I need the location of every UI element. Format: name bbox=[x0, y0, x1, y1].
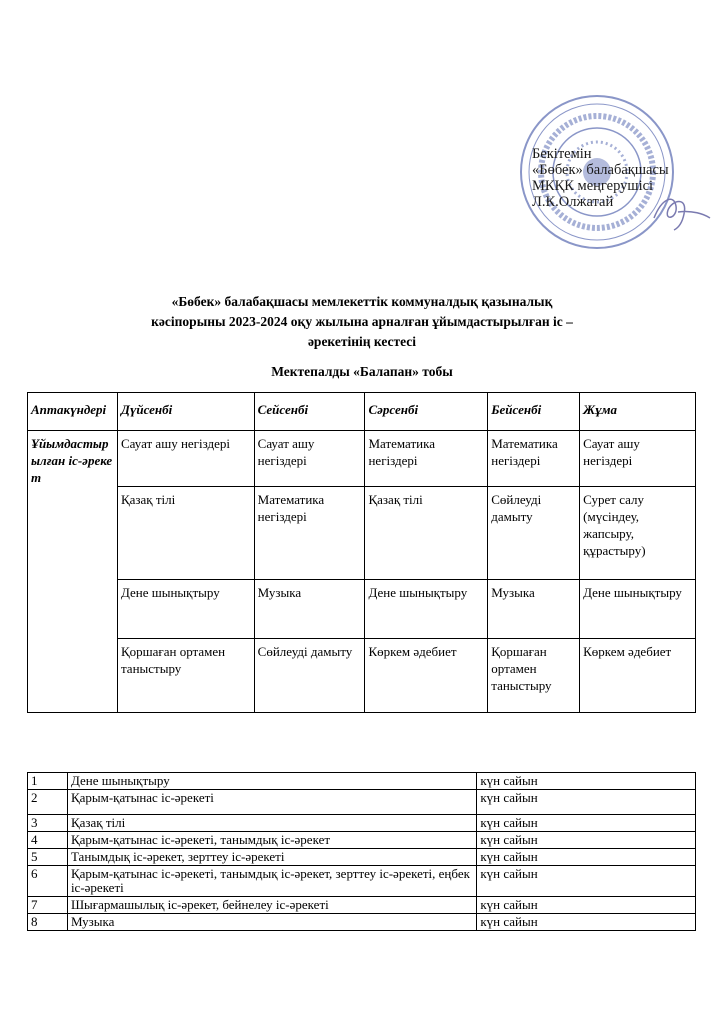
approval-line: «Бөбек» балабақшасы bbox=[532, 162, 669, 178]
approval-line: Л.К.Олжатай bbox=[532, 194, 614, 210]
approval-line: МКҚК меңгерушісі bbox=[532, 178, 654, 194]
schedule-row bbox=[28, 580, 696, 639]
list-row bbox=[28, 897, 696, 914]
row-label-cell: Ұйымдастырылған іс-әрекет bbox=[28, 431, 118, 713]
schedule-header-row bbox=[28, 393, 696, 431]
list-num: 7 bbox=[28, 897, 68, 914]
schedule-cell: Математика негіздері bbox=[365, 431, 488, 487]
schedule-cell: Көркем әдебиет bbox=[365, 639, 488, 713]
list-row bbox=[28, 832, 696, 849]
schedule-cell: Музыка bbox=[254, 580, 365, 639]
list-name: Музыка bbox=[67, 914, 476, 931]
schedule-cell: Қазақ тілі bbox=[117, 487, 254, 580]
list-row bbox=[28, 866, 696, 897]
list-freq: күн сайын bbox=[477, 773, 696, 790]
schedule-cell: Сауат ашу негіздері bbox=[580, 431, 696, 487]
list-row bbox=[28, 849, 696, 866]
list-freq: күн сайын bbox=[477, 866, 696, 897]
schedule-cell: Математика негіздері bbox=[254, 487, 365, 580]
schedule-row bbox=[28, 431, 696, 487]
header-cell-weekdays: Аптакүндері bbox=[28, 393, 118, 431]
list-row bbox=[28, 914, 696, 931]
list-num: 1 bbox=[28, 773, 68, 790]
schedule-cell: Дене шынықтыру bbox=[365, 580, 488, 639]
list-name: Қарым-қатынас іс-әрекеті, танымдық іс-әрекет bbox=[67, 832, 476, 849]
schedule-cell: Сурет салу (мүсіндеу, жапсыру, құрастыру) bbox=[580, 487, 696, 580]
schedule-row bbox=[28, 639, 696, 713]
list-freq: күн сайын bbox=[477, 914, 696, 931]
schedule-cell: Қазақ тілі bbox=[365, 487, 488, 580]
schedule-cell: Музыка bbox=[488, 580, 580, 639]
schedule-cell: Сауат ашу негіздері bbox=[254, 431, 365, 487]
schedule-cell: Көркем әдебиет bbox=[580, 639, 696, 713]
list-num: 3 bbox=[28, 815, 68, 832]
list-name: Шығармашылық іс-әрекет, бейнелеу іс-әрекеті bbox=[67, 897, 476, 914]
list-row bbox=[28, 773, 696, 790]
header-cell-monday: Дүйсенбі bbox=[117, 393, 254, 431]
group-title: Мектепалды «Балапан» тобы bbox=[271, 364, 453, 379]
schedule-table bbox=[27, 392, 696, 713]
list-num: 6 bbox=[28, 866, 68, 897]
list-name: Дене шынықтыру bbox=[67, 773, 476, 790]
list-name: Қарым-қатынас іс-әрекеті, танымдық іс-әрекет, зерттеу іс-әрекеті, еңбек іс-әрекеті bbox=[67, 866, 476, 897]
header-cell-friday: Жұма bbox=[580, 393, 696, 431]
schedule-cell: Қоршаған ортамен таныстыру bbox=[488, 639, 580, 713]
list-freq: күн сайын bbox=[477, 832, 696, 849]
activity-list-table bbox=[27, 772, 696, 931]
list-num: 5 bbox=[28, 849, 68, 866]
schedule-cell: Сөйлеуді дамыту bbox=[254, 639, 365, 713]
document-title bbox=[0, 292, 724, 352]
list-freq: күн сайын bbox=[477, 897, 696, 914]
header-cell-thursday: Бейсенбі bbox=[488, 393, 580, 431]
schedule-cell: Дене шынықтыру bbox=[580, 580, 696, 639]
list-num: 2 bbox=[28, 790, 68, 815]
signature bbox=[648, 188, 712, 232]
list-freq: күн сайын bbox=[477, 815, 696, 832]
schedule-cell: Қоршаған ортамен таныстыру bbox=[117, 639, 254, 713]
list-name: Қазақ тілі bbox=[67, 815, 476, 832]
approval-line: Бекітемін bbox=[532, 146, 592, 162]
title-line: әрекетінің кестесі bbox=[307, 334, 417, 349]
list-row bbox=[28, 790, 696, 815]
schedule-cell: Сөйлеуді дамыту bbox=[488, 487, 580, 580]
schedule-cell: Дене шынықтыру bbox=[117, 580, 254, 639]
list-num: 4 bbox=[28, 832, 68, 849]
list-num: 8 bbox=[28, 914, 68, 931]
header-cell-tuesday: Сейсенбі bbox=[254, 393, 365, 431]
list-freq: күн сайын bbox=[477, 790, 696, 815]
title-line: «Бөбек» балабақшасы мемлекеттік коммуналдық қазыналық bbox=[171, 294, 553, 309]
schedule-row bbox=[28, 487, 696, 580]
list-name: Танымдық іс-әрекет, зерттеу іс-әрекеті bbox=[67, 849, 476, 866]
schedule-cell: Математика негіздері bbox=[488, 431, 580, 487]
approval-block bbox=[512, 92, 712, 252]
list-freq: күн сайын bbox=[477, 849, 696, 866]
title-line: кәсіпорыны 2023-2024 оқу жылына арналған ұйымдастырылған іс – bbox=[151, 314, 573, 329]
list-row bbox=[28, 815, 696, 832]
header-cell-wednesday: Сәрсенбі bbox=[365, 393, 488, 431]
list-name: Қарым-қатынас іс-әрекеті bbox=[67, 790, 476, 815]
schedule-cell: Сауат ашу негіздері bbox=[117, 431, 254, 487]
